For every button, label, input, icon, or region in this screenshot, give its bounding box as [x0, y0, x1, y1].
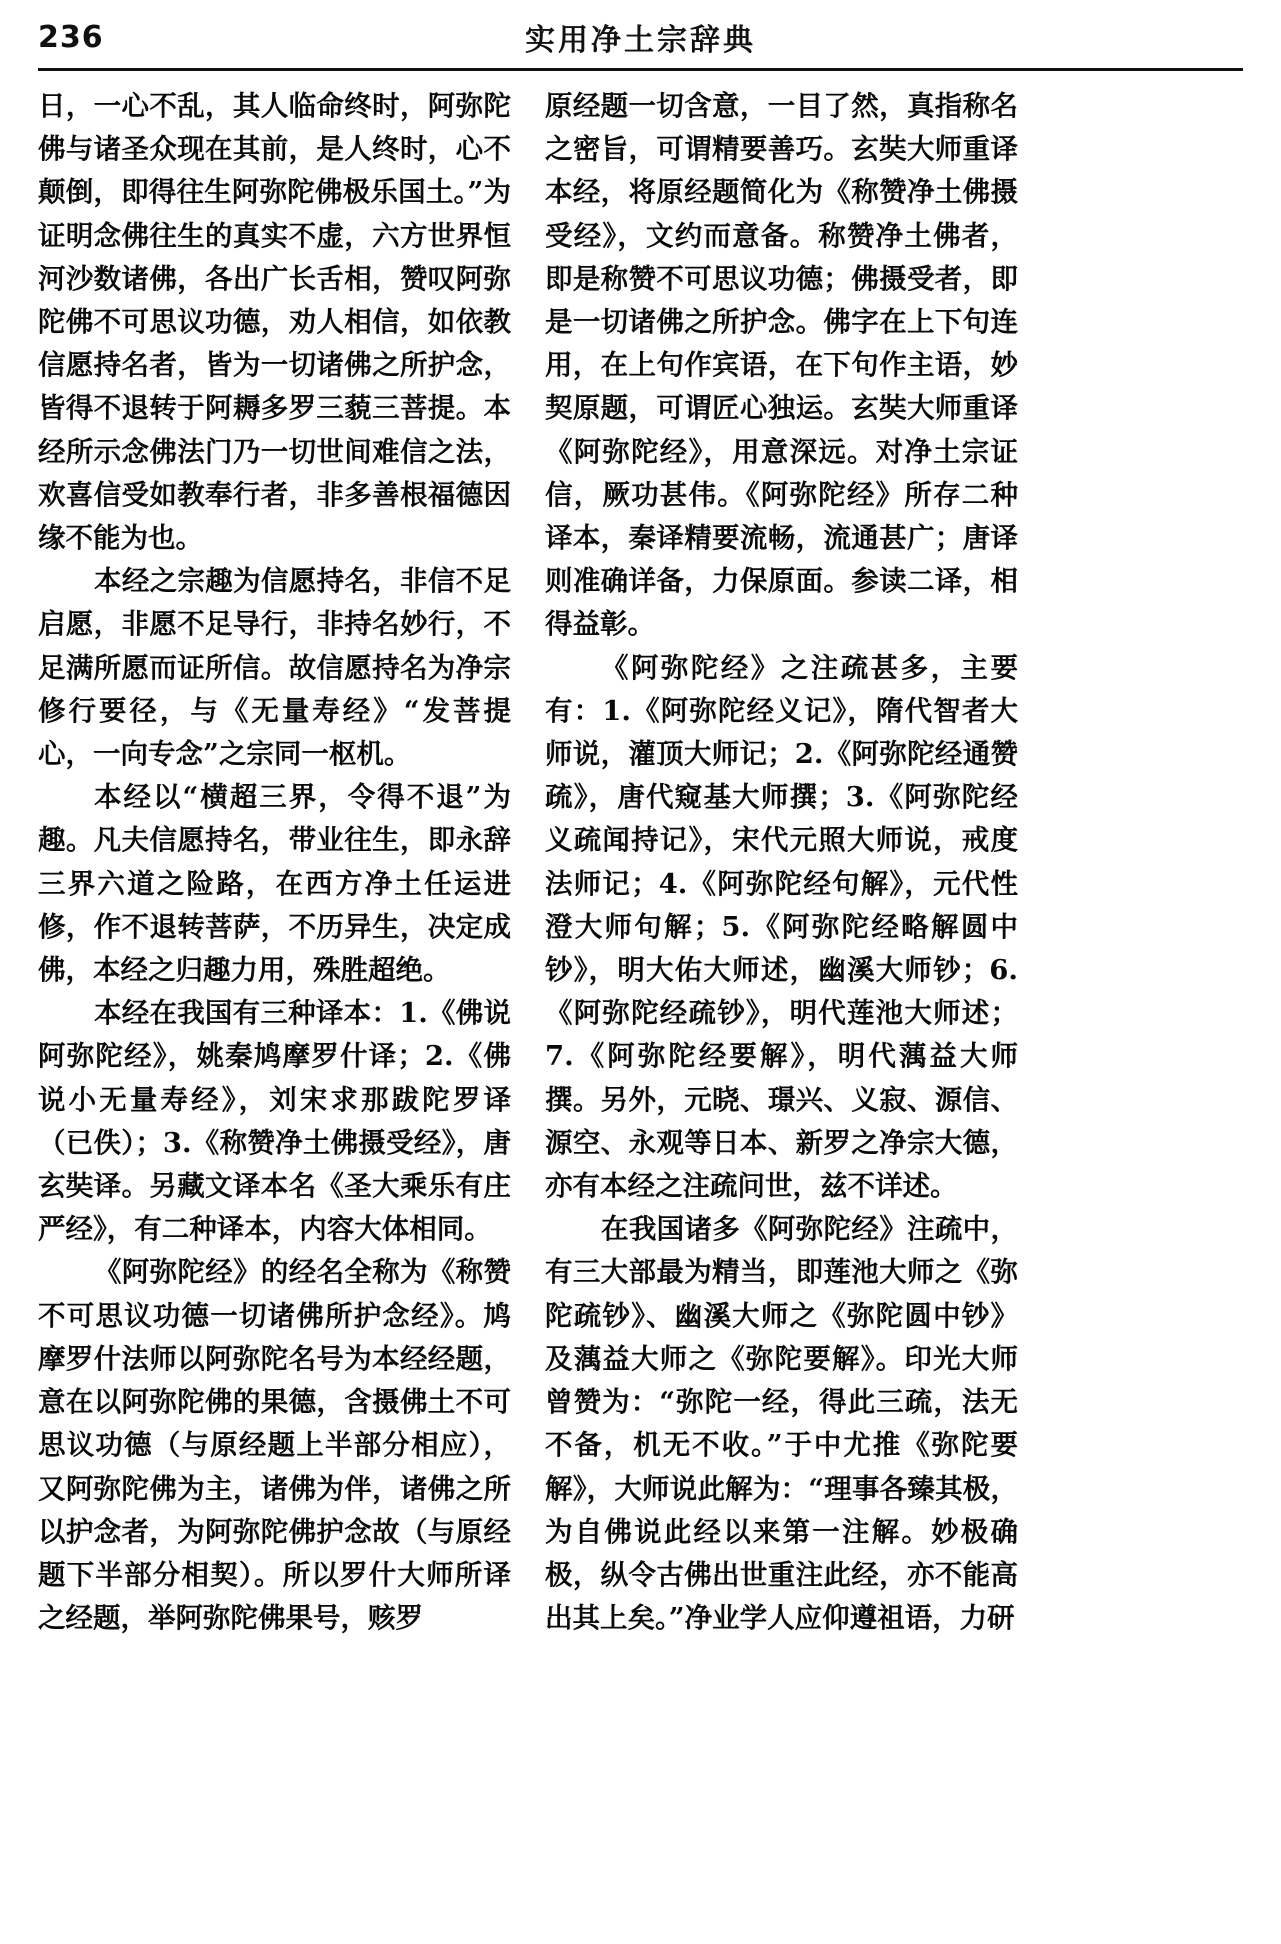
- left-column: [38, 85, 511, 1640]
- paragraph: 本经以“横超三界，令得不退”为趣。凡夫信愿持名，带业往生，即永辞三界六道之险路，在西方净土任运进修，作不退转菩萨，不历异生，决定成佛，本经之归趣力用，殊胜超绝。: [38, 781, 511, 987]
- paragraph: 《阿弥陀经》的经名全称为《称赞不可思议功德一切诸佛所护念经》。鸠摩罗什法师以阿弥陀名号为本经经题，意在以阿弥陀佛的果德，含摄佛土不可思议功德（与原经题上半部分相应），又阿弥陀佛为主，诸佛为伴，诸佛之所以护念者，为阿弥陀佛护念故（与原经题下半部分相契）。所以罗什大师所译之经题，举阿弥陀佛果号，赅罗: [38, 1256, 511, 1635]
- page-header: [38, 0, 1243, 66]
- paragraph: 在我国诸多《阿弥陀经》注疏中，有三大部最为精当，即莲池大师之《弥陀疏钞》、幽溪大师之《弥陀圆中钞》及蕅益大师之《弥陀要解》。印光大师曾赞为：“弥陀一经，得此三疏，法无不备，机无不收。”于中尤推《弥陀要解》，大师说此解为：“理事各臻其极，为自佛说此经以来第一注解。妙极确极，纵令古佛出世重注此经，亦不能高出其上矣。”净业学人应仰遵祖语，力研: [545, 1213, 1018, 1635]
- running-title: 实用净土宗辞典: [525, 23, 756, 58]
- body-columns: [38, 85, 1243, 1640]
- paragraph: 本经之宗趣为信愿持名，非信不足启愿，非愿不足导行，非持名妙行，不足满所愿而证所信。故信愿持名为净宗修行要径，与《无量寿经》“发菩提心，一向专念”之宗同一枢机。: [38, 565, 511, 771]
- paragraph: 《阿弥陀经》之注疏甚多，主要有：1.《阿弥陀经义记》，隋代智者大师说，灌顶大师记；2.《阿弥陀经通赞疏》，唐代窥基大师撰；3.《阿弥陀经义疏闻持记》，宋代元照大师说，戒度法师记；4.《阿弥陀经句解》，元代性澄大师句解；5.《阿弥陀经略解圆中钞》，明大佑大师述，幽溪大师钞；6.《阿弥陀经疏钞》，明代莲池大师述；7.《阿弥陀经要解》，明代蕅益大师撰。另外，元晓、璟兴、义寂、源信、源空、永观等日本、新罗之净宗大德，亦有本经之注疏问世，兹不详述。: [545, 651, 1018, 1203]
- right-column: [545, 85, 1018, 1640]
- paragraph: 本经在我国有三种译本：1.《佛说阿弥陀经》，姚秦鸠摩罗什译；2.《佛说小无量寿经》，刘宋求那跋陀罗译（已佚）；3.《称赞净土佛摄受经》，唐玄奘译。另藏文译本名《圣大乘乐有庄严经》，有二种译本，内容大体相同。: [38, 997, 511, 1246]
- header-rule: [38, 68, 1243, 71]
- paragraph: 原经题一切含意，一目了然，真指称名之密旨，可谓精要善巧。玄奘大师重译本经，将原经题简化为《称赞净土佛摄受经》，文约而意备。称赞净土佛者，即是称赞不可思议功德；佛摄受者，即是一切诸佛之所护念。佛字在上下句连用，在上句作宾语，在下句作主语，妙契原题，可谓匠心独运。玄奘大师重译《阿弥陀经》，用意深远。对净土宗证信，厥功甚伟。《阿弥陀经》所存二种译本，秦译精要流畅，流通甚广；唐译则准确详备，力保原面。参读二译，相得益彰。: [545, 90, 1018, 641]
- page-number: 236: [38, 19, 104, 55]
- paragraph: 日，一心不乱，其人临命终时，阿弥陀佛与诸圣众现在其前，是人终时，心不颠倒，即得往生阿弥陀佛极乐国土。”为证明念佛往生的真实不虚，六方世界恒河沙数诸佛，各出广长舌相，赞叹阿弥陀佛不可思议功德，劝人相信，如依教信愿持名者，皆为一切诸佛之所护念，皆得不退转于阿耨多罗三藐三菩提。本经所示念佛法门乃一切世间难信之法，欢喜信受如教奉行者，非多善根福德因缘不能为也。: [38, 90, 511, 555]
